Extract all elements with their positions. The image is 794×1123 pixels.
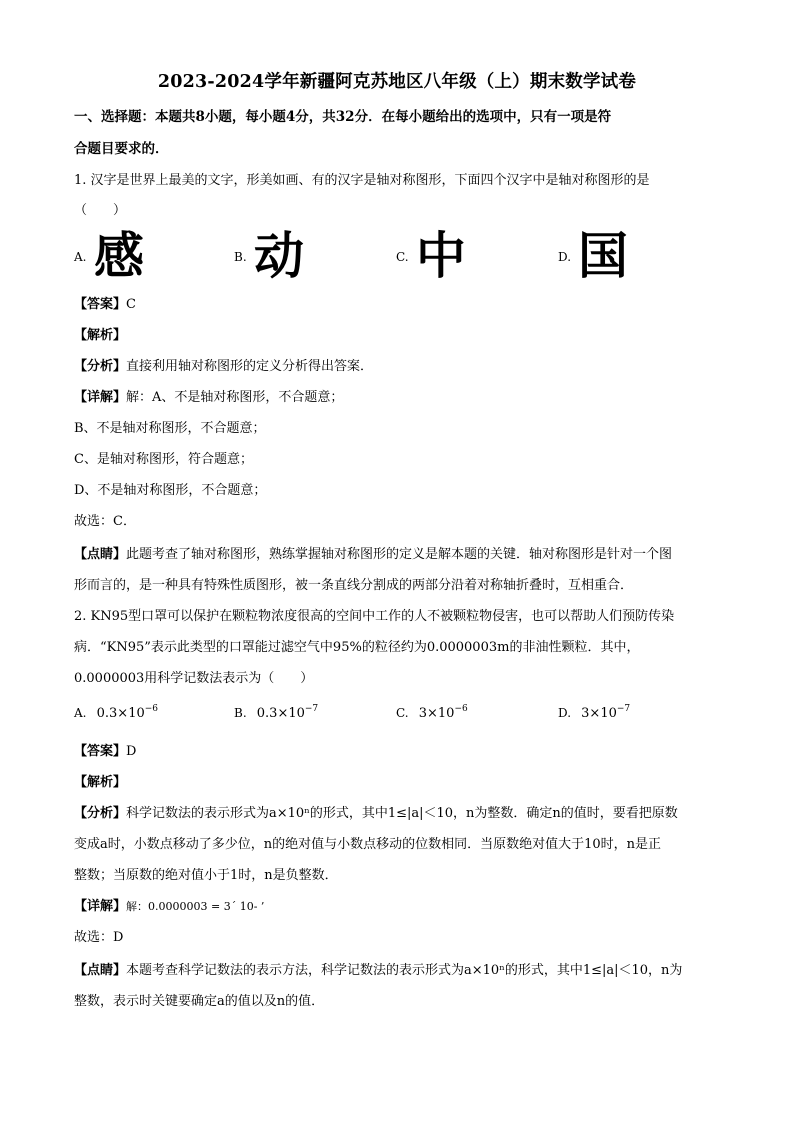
- answer-value: D: [126, 744, 137, 759]
- fenxi-tag: 【分析】: [74, 806, 127, 821]
- dianjing-text: 此题考查了轴对称图形，熟练掌握轴对称图形的定义是解本题的关键．轴对称图形是针对一个图: [126, 547, 673, 562]
- xiangjie-text: 解：0.0000003 = 3´ 10- ’: [126, 900, 265, 913]
- option-letter: A.: [74, 250, 87, 264]
- xiangjie-tag: 【详解】: [74, 899, 127, 914]
- q2-option-a: [74, 706, 158, 721]
- q1-dianjing-line2: 形而言的，是一种具有特殊性质图形，被一条直线分割成的两部分沿着对称轴折叠时，互相重合．: [74, 578, 634, 593]
- option-base: 3×10: [581, 706, 617, 721]
- q1-answer: [74, 296, 734, 314]
- option-letter: C.: [396, 706, 409, 720]
- q1-options: [74, 228, 734, 288]
- analysis-tag: 【解析】: [74, 775, 127, 790]
- q2-stem-line3: 0.0000003用科学记数法表示为（ ）: [74, 671, 314, 686]
- q2-stem-line2: 病．“KN95”表示此类型的口罩能过滤空气中95%的粒径约为0.0000003m的非油性颗粒．其中，: [74, 640, 640, 655]
- fenxi-tag: 【分析】: [74, 359, 127, 374]
- option-letter: B.: [234, 250, 247, 264]
- option-base: 3×10: [418, 706, 455, 721]
- q1-xiangjie-c: C、是轴对称图形，符合题意；: [74, 452, 253, 467]
- q1-stem-line2: （ ）: [74, 203, 127, 218]
- section-heading-line1: 一、选择题：本题共8小题，每小题4分，共32分．在每小题给出的选项中，只有一项是符: [74, 109, 612, 125]
- q2-option-d: [558, 706, 630, 721]
- option-base: 0.3×10: [96, 706, 145, 721]
- option-letter: A.: [74, 706, 87, 720]
- q2-dianjing: [74, 962, 734, 980]
- dianjing-text: 本题考查科学记数法的表示方法，科学记数法的表示形式为a×10ⁿ的形式，其中1≤|a|＜10，n为: [126, 963, 683, 978]
- q2-dianjing-line2: 整数，表示时关键要确定a的值以及n的值．: [74, 994, 325, 1009]
- dianjing-tag: 【点睛】: [74, 547, 127, 562]
- q2-stem-line1: 2. KN95型口罩可以保护在颗粒物浓度很高的空间中工作的人不被颗粒物侵害，也可以帮助人们预防传染: [74, 609, 675, 624]
- q2-fenxi-line3: 整数；当原数的绝对值小于1时，n是负整数．: [74, 868, 338, 883]
- q1-xiangjie-b: B、不是轴对称图形，不合题意；: [74, 421, 266, 436]
- q1-xiangjie: [74, 389, 734, 407]
- answer-tag: 【答案】: [74, 297, 127, 312]
- option-hanzi: 国: [578, 227, 628, 285]
- q2-fenxi: [74, 805, 734, 823]
- q2-option-c: [396, 706, 468, 721]
- option-base: 0.3×10: [256, 706, 305, 721]
- q1-choose: 故选：C．: [74, 514, 136, 529]
- dianjing-tag: 【点睛】: [74, 963, 127, 978]
- q2-fenxi-line2: 变成a时，小数点移动了多少位，n的绝对值与小数点移动的位数相同．当原数绝对值大于10时，n是正: [74, 837, 662, 852]
- option-hanzi: 动: [254, 227, 304, 285]
- xiangjie-text: 解：A、不是轴对称图形，不合题意；: [126, 390, 344, 405]
- option-letter: D.: [558, 706, 572, 720]
- answer-tag: 【答案】: [74, 744, 127, 759]
- q1-stem-line1: 1. 汉字是世界上最美的文字，形美如画、有的汉字是轴对称图形，下面四个汉字中是轴对称图形的是: [74, 173, 650, 188]
- xiangjie-tag: 【详解】: [74, 390, 127, 405]
- section-heading-line2: 合题目要求的．: [74, 141, 169, 157]
- q1-fenxi: [74, 358, 734, 376]
- fenxi-text: 直接利用轴对称图形的定义分析得出答案．: [126, 359, 374, 374]
- option-exp: −7: [616, 704, 631, 714]
- q2-options: [74, 706, 734, 728]
- option-hanzi: 中: [416, 227, 466, 285]
- q2-answer: [74, 743, 734, 761]
- option-exp: −6: [454, 704, 468, 714]
- q2-option-b: [234, 706, 318, 721]
- fenxi-text: 科学记数法的表示形式为a×10ⁿ的形式，其中1≤|a|＜10，n为整数．确定n的值时，要看把原数: [126, 806, 678, 821]
- q2-analysis-tag: [74, 774, 734, 792]
- answer-value: C: [126, 297, 136, 312]
- option-exp: −6: [144, 704, 159, 714]
- q1-xiangjie-d: D、不是轴对称图形，不合题意；: [74, 483, 267, 498]
- q1-dianjing: [74, 546, 734, 564]
- option-exp: −7: [304, 704, 319, 714]
- q1-analysis-tag: [74, 327, 734, 345]
- q2-xiangjie: [74, 898, 734, 916]
- option-letter: C.: [396, 250, 409, 264]
- page-title: 2023-2024学年新疆阿克苏地区八年级（上）期末数学试卷: [157, 72, 637, 92]
- option-hanzi: 感: [94, 227, 144, 285]
- q2-choose: 故选：D: [74, 930, 124, 945]
- analysis-tag: 【解析】: [74, 328, 127, 343]
- option-letter: B.: [234, 706, 247, 720]
- option-letter: D.: [558, 250, 572, 264]
